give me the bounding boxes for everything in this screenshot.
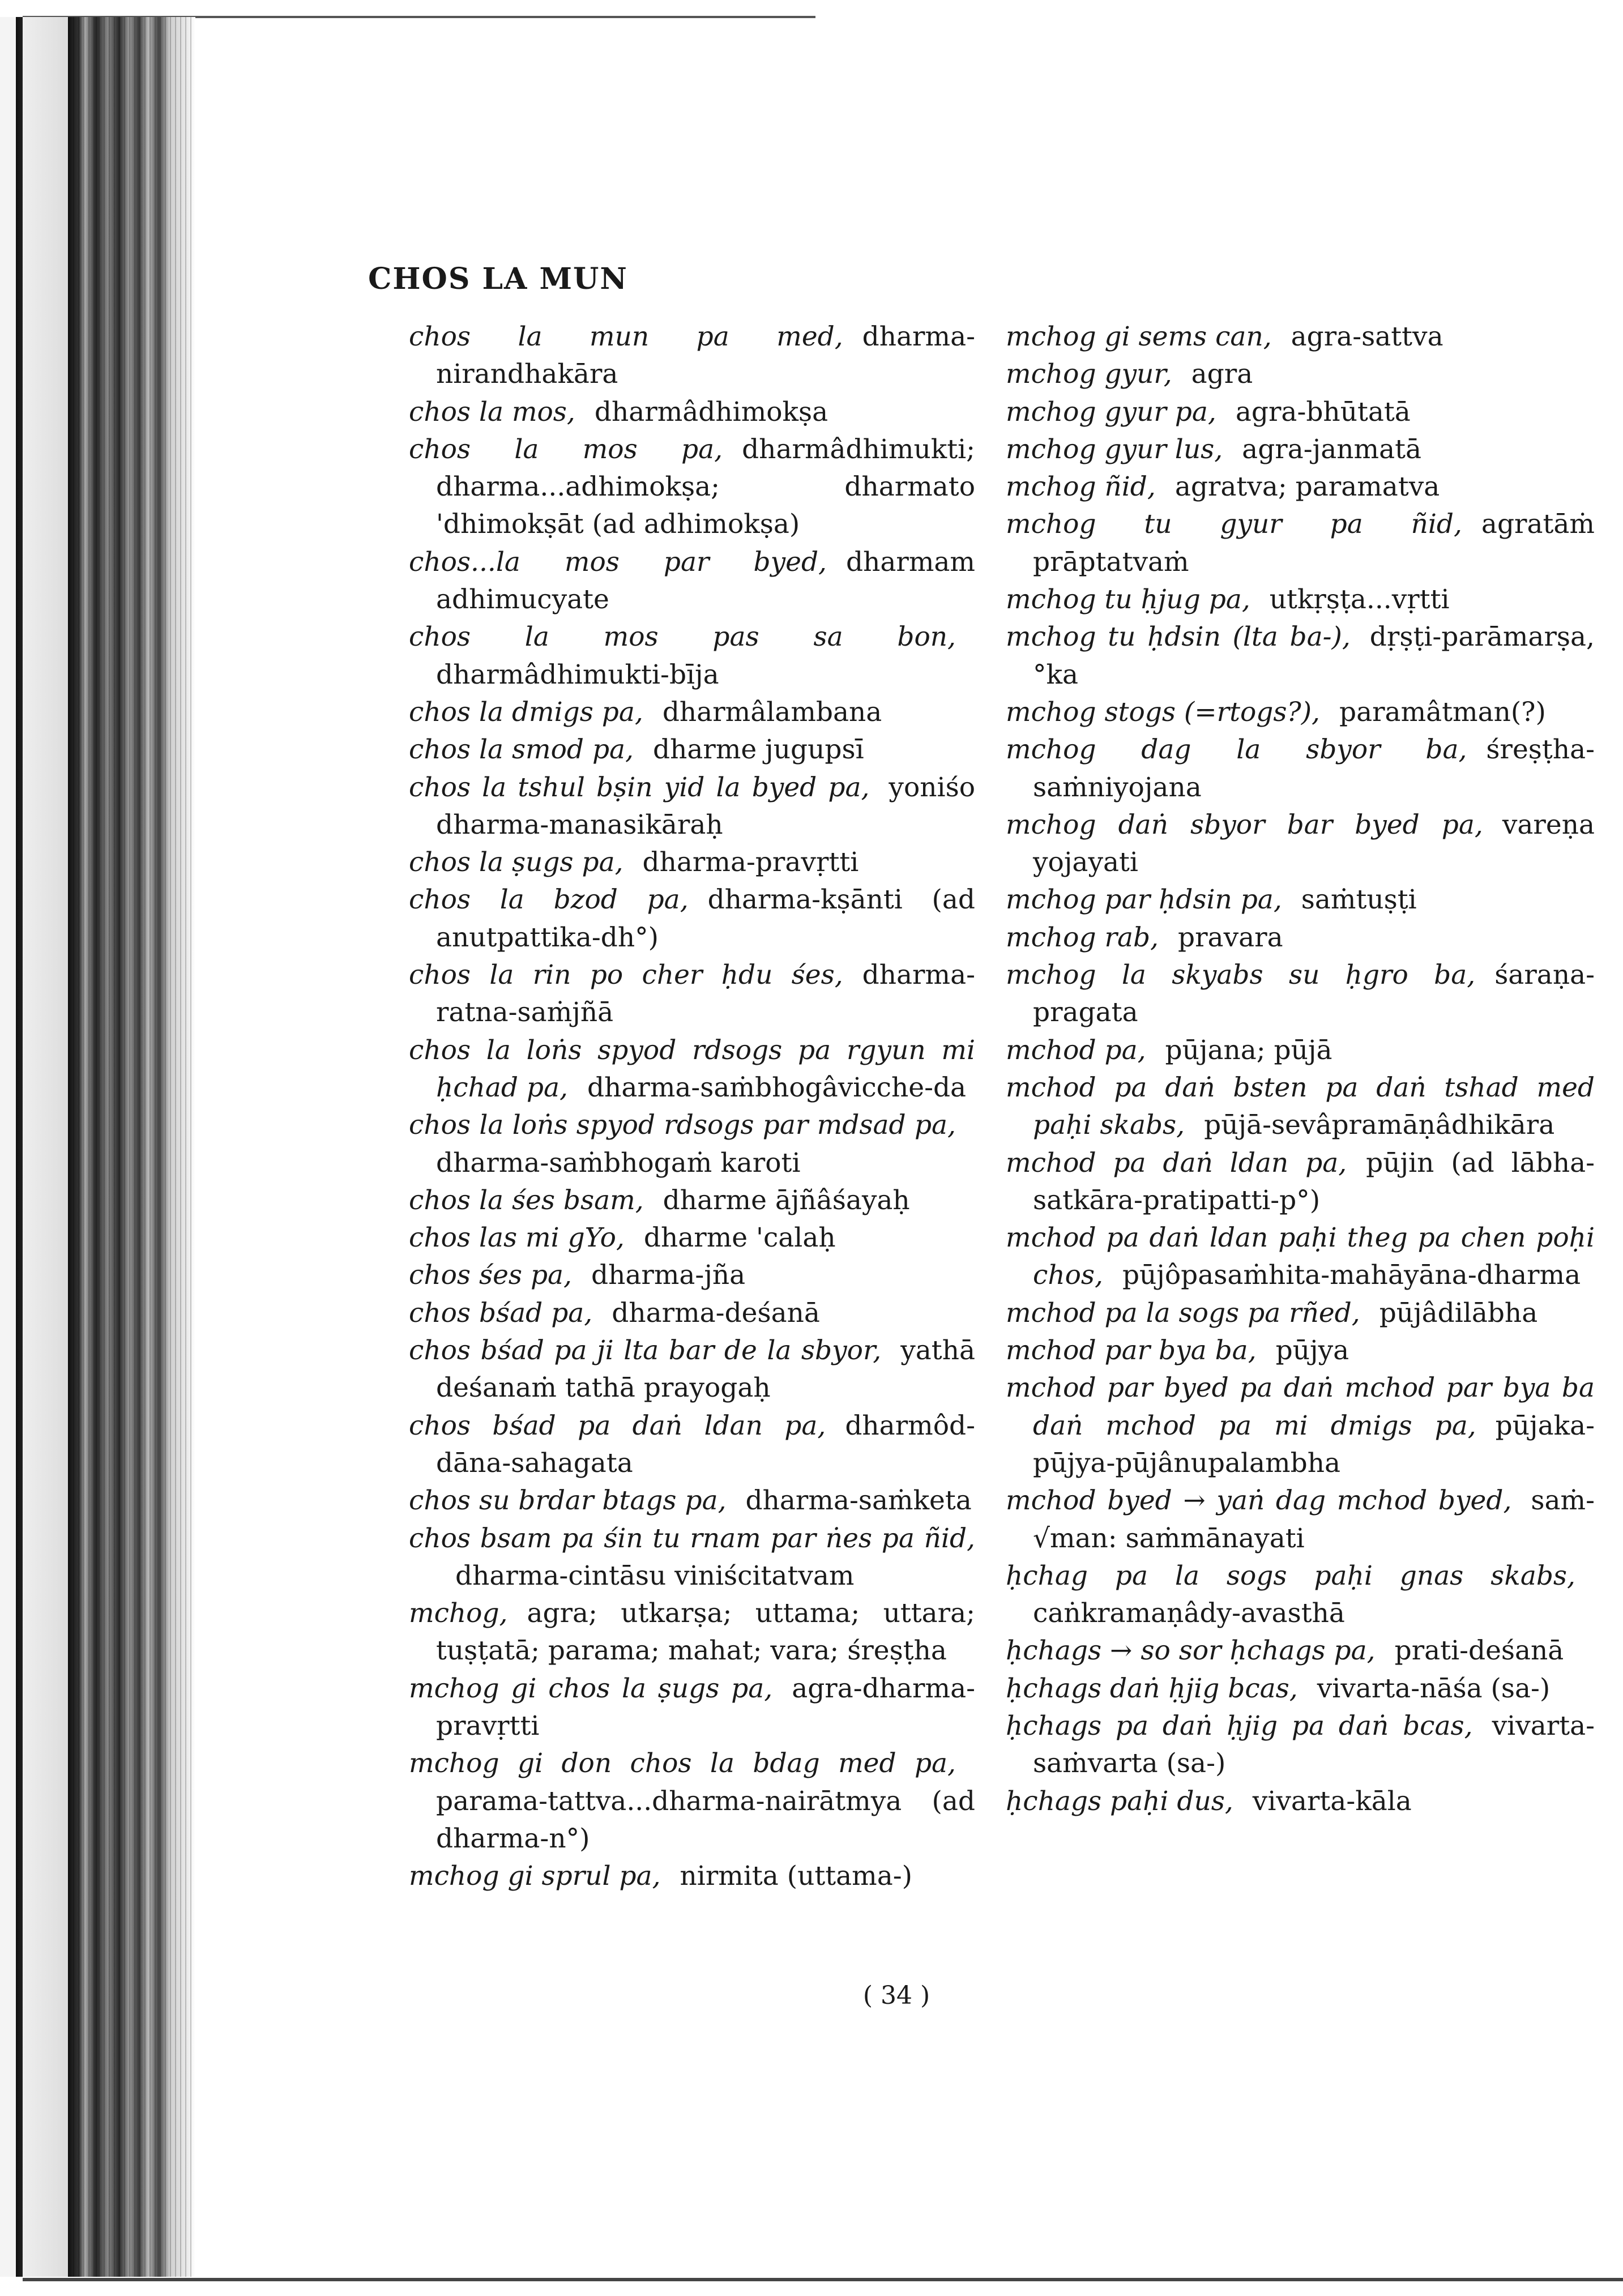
entry-definition: prati-deśanā [1394,1635,1564,1667]
entry-definition: pūjaka-pūjya-pūjânupalambha [1033,1410,1595,1479]
dictionary-entry [409,694,975,731]
entry-headword: mchog gi chos la ṣugs pa, [409,1672,773,1704]
entry-definition: pūjana; pūjā [1165,1034,1332,1066]
entry-definition: dṛṣṭi-parāmarṣa, °ka [1033,621,1595,690]
right-column [1006,318,1595,1820]
dictionary-entry [1006,431,1595,468]
entry-headword: mchog la skyabs su ḥgro ba, [1006,959,1476,991]
entry-definition: dharma-ratna-saṁjñā [436,959,975,1028]
entry-headword: mchod pa daṅ ldan paḥi theg pa chen poḥi chos, [1006,1222,1595,1291]
entry-definition: dharma-cintāsu viniścitatvam [455,1560,855,1591]
entry-definition: dharma-jña [591,1260,746,1291]
entry-definition: agra; utkarṣa; uttama; uttara; tuṣṭatā; parama; mahat; vara; śreṣṭha [436,1598,975,1667]
running-header: CHOS LA MUN [368,262,628,296]
entry-definition: dharmâlambana [662,696,882,728]
entry-definition: śreṣṭha-saṁniyojana [1033,734,1595,803]
dictionary-entry [409,844,975,881]
entry-headword: chos bśad pa, [409,1297,593,1329]
entry-headword: chos la tshul bṣin yid la byed pa, [409,771,870,803]
dictionary-entry [1006,1632,1595,1670]
entry-headword: mchog tu ḥjug pa, [1006,584,1250,616]
dictionary-entry [1006,919,1595,957]
dictionary-entry [1006,1069,1595,1145]
entry-definition: dharma-kṣānti (ad anutpattika-dh°) [436,884,975,953]
entry-definition: agra-janmatā [1242,433,1422,465]
entry-definition: dharme ājñâśayaḥ [663,1184,910,1216]
entry-definition: agra-sattva [1291,321,1443,352]
dictionary-entry [409,1745,975,1858]
dictionary-entry [409,544,975,619]
entry-definition: dharme jugupsī [653,734,864,766]
dictionary-entry [409,1257,975,1294]
dictionary-entry [1006,506,1595,581]
page-edges [68,17,193,2277]
entry-headword: chos la ṣugs pa, [409,847,623,878]
entry-definition: dharma-nirandhakāra [436,321,975,390]
entry-headword: mchog stogs (=rtogs?), [1006,696,1320,728]
entry-definition: dharmam adhimucyate [436,546,975,616]
dictionary-entry [1006,957,1595,1032]
entry-definition: parama-tattva...dharma-nairātmya (ad dharma-n°) [436,1785,975,1854]
dictionary-entry [409,1219,975,1257]
left-column [409,318,975,1895]
entry-definition: agra-bhūtatā [1235,396,1411,428]
entry-definition: yathā deśanaṁ tathā prayogaḥ [436,1335,975,1404]
entry-headword: ḥchag pa la sogs paḥi gnas skabs, [1006,1560,1575,1591]
entry-headword: chos bsam pa śin tu rnam par ṅes pa ñid, [409,1522,975,1554]
dictionary-entry [1006,618,1595,694]
entry-definition: agratāṁ prāptatvaṁ [1033,509,1595,578]
dictionary-entry [1006,1557,1595,1633]
dictionary-entry [409,1858,975,1895]
entry-headword: ḥchags → so sor ḥchags pa, [1006,1635,1376,1667]
entry-headword: chos bśad pa daṅ ldan pa, [409,1410,826,1441]
entry-headword: mchod pa la sogs pa rñed, [1006,1297,1360,1329]
entry-headword: chos bśad pa ji lta bar de la sbyor, [409,1335,882,1367]
dictionary-entry [409,1595,975,1670]
entry-definition: pūjin (ad lābha-satkāra-pratipatti-p°) [1033,1147,1595,1216]
entry-definition: saṁ-√man: saṁmānayati [1033,1485,1595,1554]
entry-headword: mchog gyur pa, [1006,396,1216,428]
entry-headword: chos la dmigs pa, [409,696,643,728]
entry-headword: ḥchags daṅ ḥjig bcas, [1006,1672,1298,1704]
entry-definition: agratva; paramatva [1174,471,1440,503]
entry-definition: vivarta-nāśa (sa-) [1317,1672,1551,1704]
entry-definition: agra-dharma-pravṛtti [436,1672,975,1742]
entry-headword: chos la rin po cher ḥdu śes, [409,959,843,991]
entry-definition: dharma-saṁketa [745,1485,972,1517]
entry-headword: mchog gyur, [1006,359,1172,390]
entry-definition: vivarta-kāla [1252,1785,1412,1817]
dictionary-entry [1006,1783,1595,1820]
entry-definition: dharmôd-dāna-sahagata [436,1410,975,1479]
entry-definition: caṅkramaṇâdy-avasthā [1033,1598,1345,1629]
entry-headword: mchog rab, [1006,921,1159,953]
dictionary-entry [1006,1670,1595,1708]
dictionary-entry [1006,581,1595,618]
entry-definition: paramâtman(?) [1339,696,1546,728]
entry-headword: ḥchags paḥi dus, [1006,1785,1233,1817]
entry-definition: vareṇa yojayati [1033,809,1595,878]
entry-headword: mchog ñid, [1006,471,1156,503]
entry-headword: mchod pa, [1006,1034,1146,1066]
entry-headword: chos la śes bsam, [409,1184,644,1216]
dictionary-entry [409,1032,975,1107]
entry-headword: ḥchags pa daṅ ḥjig pa daṅ bcas, [1006,1710,1473,1742]
dictionary-entry [1006,1145,1595,1220]
dictionary-entry [409,318,975,394]
page-number: ( 34 ) [862,1981,930,2010]
entry-headword: mchog tu gyur pa ñid, [1006,509,1462,540]
dictionary-entry [1006,881,1595,919]
entry-headword: mchog par ḥdsin pa, [1006,884,1282,916]
entry-definition: saṁtuṣṭi [1301,884,1417,916]
dictionary-entry [409,1670,975,1746]
entry-definition: dharmâdhimukti; dharma...adhimokṣa; dharmato 'dhimokṣāt (ad adhimokṣa) [436,433,975,540]
dictionary-entry [1006,1369,1595,1482]
entry-definition: nirmita (uttama-) [680,1860,912,1892]
entry-headword: chos...la mos par byed, [409,546,827,578]
entry-headword: mchog tu ḥdsin (lta ba-), [1006,621,1351,653]
entry-definition: dharma-deśanā [612,1297,820,1329]
dictionary-entry [1006,356,1595,393]
entry-headword: chos la mos pas sa bon, [409,621,956,653]
dictionary-entry [1006,1332,1595,1369]
entry-definition: pūjâdilābha [1379,1297,1538,1329]
entry-headword: mchog daṅ sbyor bar byed pa, [1006,809,1483,840]
dictionary-entry [409,1332,975,1407]
dictionary-entry [1006,1219,1595,1295]
entry-definition: dharmâdhimokṣa [594,396,828,428]
entry-headword: mchog gyur lus, [1006,433,1223,465]
entry-definition: dharma-saṁbhogaṁ karoti [436,1147,801,1179]
dictionary-entry [1006,1032,1595,1069]
dictionary-entry [1006,1295,1595,1332]
dictionary-entry [409,881,975,957]
entry-headword: chos la mos pa, [409,433,723,465]
entry-headword: chos la mos, [409,396,575,428]
entry-definition: śaraṇa-pragata [1033,959,1595,1028]
dictionary-entry [409,618,975,694]
entry-definition: utkṛṣṭa...vṛtti [1269,584,1450,616]
entry-headword: chos la loṅs spyod rdsogs pa rgyun mi ḥchad pa, [409,1034,975,1103]
dictionary-entry [1006,1708,1595,1783]
entry-headword: chos su brdar btags pa, [409,1485,727,1517]
dictionary-entry [409,1107,975,1182]
entry-definition: agra [1191,359,1253,390]
dictionary-entry [1006,394,1595,431]
entry-definition: pūjā-sevâpramāṇâdhikāra [1204,1109,1555,1141]
dictionary-entry [409,431,975,544]
entry-definition: dharma-saṁbhogâvicche-da [587,1072,967,1103]
dictionary-entry [1006,1482,1595,1557]
entry-headword: chos la bzod pa, [409,884,689,916]
entry-definition: dharmâdhimukti-bīja [436,659,719,690]
dictionary-entry [409,1520,975,1595]
entry-headword: chos la loṅs spyod rdsogs par mdsad pa, [409,1109,956,1141]
entry-headword: mchod par bya ba, [1006,1335,1257,1367]
entry-headword: mchod pa daṅ bsten pa daṅ tshad med paḥi skabs, [1006,1072,1595,1141]
dictionary-entry [1006,731,1595,806]
entry-headword: mchog dag la sbyor ba, [1006,734,1467,766]
entry-headword: mchog gi sprul pa, [409,1860,661,1892]
entry-definition: pūjya [1275,1335,1349,1367]
entry-headword: mchod par byed pa daṅ mchod par bya ba daṅ mchod pa mi dmigs pa, [1006,1372,1595,1441]
entry-definition: dharme 'calaḥ [643,1222,836,1254]
dictionary-entry [409,731,975,769]
bottom-edge-rule [23,2278,1623,2281]
dictionary-entry [409,957,975,1032]
entry-headword: chos las mi gYo, [409,1222,625,1254]
entry-headword: mchod pa daṅ ldan pa, [1006,1147,1347,1179]
dictionary-entry [1006,806,1595,882]
entry-definition: vivarta-saṁvarta (sa-) [1033,1710,1595,1779]
entry-definition: dharma-pravṛtti [642,847,859,878]
entry-headword: mchog gi sems can, [1006,321,1272,352]
dictionary-entry [409,769,975,844]
dictionary-entry [409,394,975,431]
entry-headword: mchog, [409,1598,508,1629]
entry-headword: chos la mun pa med, [409,321,843,352]
dictionary-entry [409,1482,975,1520]
dictionary-entry [409,1295,975,1332]
entry-headword: chos śes pa, [409,1260,572,1291]
dictionary-entry [1006,694,1595,731]
entry-headword: mchod byed → yaṅ dag mchod byed, [1006,1485,1512,1517]
dictionary-entry [1006,468,1595,506]
dictionary-entry [409,1182,975,1219]
entry-definition: pūjôpasaṁhita-mahāyāna-dharma [1122,1260,1581,1291]
entry-definition: pravara [1178,921,1283,953]
dictionary-entry [1006,318,1595,356]
dictionary-entry [409,1407,975,1483]
entry-headword: chos la smod pa, [409,734,634,766]
entry-headword: mchog gi don chos la bdag med pa, [409,1748,956,1779]
entry-definition: yoniśo dharma-manasikāraḥ [436,771,975,840]
